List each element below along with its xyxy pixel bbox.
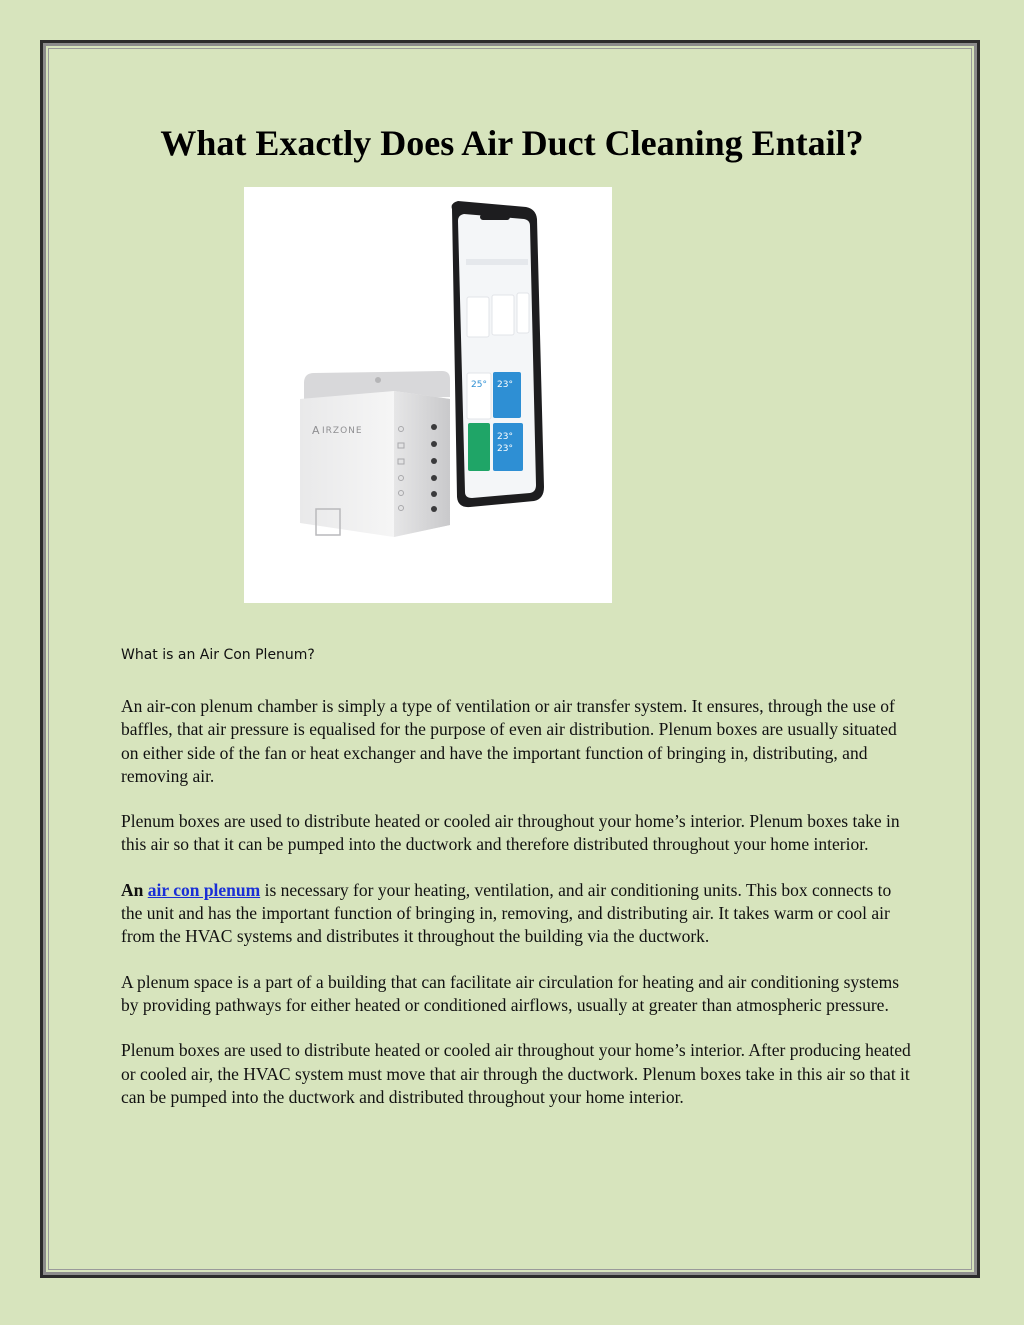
paragraph-5: Plenum boxes are used to distribute heated or cooled air throughout your home’s interior. After producing heated or cooled air, the HVAC system must move that air through the ductwork. Plenum boxes take in this air so that it can be pumped into the ductwork and distributed throughout your home interior. <box>121 1040 911 1107</box>
logo-initial: A <box>312 424 320 437</box>
tile-temp-1: 25° <box>471 380 487 390</box>
article-body <box>121 695 911 1131</box>
paragraph-2: Plenum boxes are used to distribute heated or cooled air throughout your home’s interior. Plenum boxes take in this air so that it can be pumped into the ductwork and therefore distributed throughout your home interior. <box>121 811 900 855</box>
airzone-device-and-phone-illustration <box>244 187 612 603</box>
tile-temp-2: 23° <box>497 380 513 390</box>
tile-temp-4: 23° <box>497 444 513 454</box>
section-subheading: What is an Air Con Plenum? <box>121 647 315 663</box>
paragraph-3-text: is necessary for your heating, ventilation, and air conditioning units. This box connects to the unit and has the important function of bringing in, removing, and distributing air. It takes warm or cool air from the HVAC systems and distributes it throughout the building via the ductwork. <box>121 879 892 947</box>
paragraph-1: An air-con plenum chamber is simply a type of ventilation or air transfer system. It ensures, through the use of baffles, that air pressure is equalised for the purpose of even air distribution. Plenum boxes are usually situated on either side of the fan or heat exchanger and have the important function of bringing in, distributing, and removing air. <box>121 696 897 786</box>
paragraph-4: A plenum space is a part of a building that can facilitate air circulation for heating and air conditioning systems by providing pathways for either heated or conditioned airflows, usually at greater than atmospheric pressure. <box>121 971 900 1015</box>
tile-temp-3: 23° <box>497 432 513 442</box>
logo-brand-text: IRZONE <box>322 426 363 436</box>
product-image <box>244 187 612 603</box>
document-title: What Exactly Does Air Duct Cleaning Entail? <box>160 123 864 163</box>
paragraph-3 <box>121 879 911 949</box>
air-con-plenum-link[interactable]: air con plenum <box>147 879 261 900</box>
airzone-controller-box <box>300 371 450 537</box>
smartphone <box>452 201 544 507</box>
paragraph-3-lead: An <box>121 879 144 900</box>
